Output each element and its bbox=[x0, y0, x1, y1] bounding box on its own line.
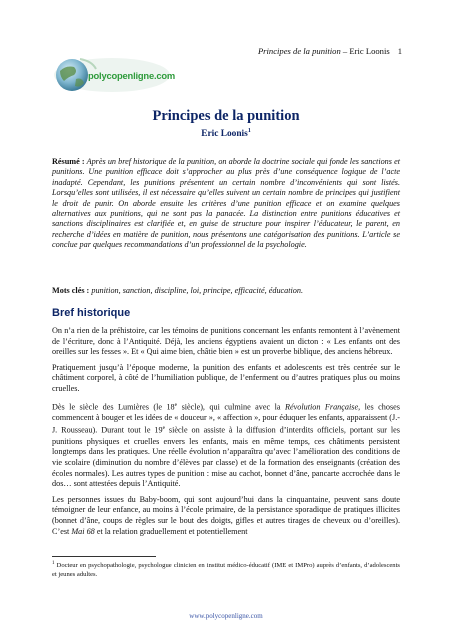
running-title: Principes de la punition bbox=[257, 46, 341, 56]
document-title: Principes de la punition bbox=[152, 108, 300, 124]
paragraph-3-part-a: Dès le siècle des Lumières (le 18 bbox=[52, 402, 175, 412]
paragraph-1: On n’a rien de la préhistoire, car les témoins de punitions concernant les enfants remontent à l’avènement de l’écriture, donc à l’Antiquité. Déjà, les anciens égyptiens avaient un dicton : « Les enfants ont des oreilles sur les fesses ». Et « Qui aime bien, châtie bien » est un proverbe biblique, des anciens hébreux. bbox=[52, 326, 400, 357]
logo-wordmark[interactable]: polycopenligne.com bbox=[88, 70, 176, 81]
footnote-text: Docteur en psychopathologie, psychologue clinicien en institut médico-éducatif (IME et IMPro) auprès d’enfants, d’adolescents et jeunes adultes. bbox=[52, 562, 400, 578]
author-name: Eric Loonis bbox=[201, 129, 248, 140]
paragraph-2: Pratiquement jusqu’à l’époque moderne, la punition des enfants et adolescents est très centrée sur le châtiment corporel, à côté de l’humiliation publique, de l’enferment ou d’autres pratiques plus ou moins cruelles. bbox=[52, 362, 400, 393]
keywords-label: Mots clés : bbox=[52, 286, 90, 295]
page-number: 1 bbox=[397, 46, 402, 56]
running-author: Eric Loonis bbox=[349, 46, 390, 56]
keywords-text: punition, sanction, discipline, loi, principe, efficacité, éducation. bbox=[89, 286, 304, 295]
abstract-text: Après un bref historique de la punition, on aborde la doctrine sociale qui fonde les sanctions et punitions. Une punition efficace doit s’approcher au plus près d’une conséquence logique de l’acte inadapté. Cependant, les punitions présentent un certain nombre d’inconvénients qui sont listés. Lorsqu’elles sont utilisées, il est nécessaire qu’elles suivent un certain nombre de principes qui justifient le droit de punir. On aborde ensuite les critères d’une punition efficace et on examine quelques alternatives aux punitions, qui ne sont pas la panacée. La distinction entre punitions éducatives et sanctions disciplinaires est clarifiée et, en guise de structure pour inspirer l’éducateur, le parent, en recherche d’idées en matière de punition, nous présentons une catégorisation des punitions. L’article se conclue par quelques recommandations d’un professionnel de la psychologie. bbox=[52, 157, 401, 250]
paragraph-4-part-b: et la relation graduellement et potentiellement bbox=[94, 526, 248, 536]
superscript: e bbox=[174, 401, 178, 408]
author-line bbox=[0, 128, 452, 139]
abstract-label: Résumé : bbox=[52, 157, 85, 166]
superscript: e bbox=[162, 425, 166, 432]
section-heading: Bref historique bbox=[52, 307, 131, 319]
keywords bbox=[52, 286, 400, 296]
running-header bbox=[258, 46, 402, 56]
emphasis-revolution: Révolution Française bbox=[284, 402, 359, 412]
paragraph-3-part-c: , les choses commencent à bouger et les idées de « douceur », « affection », pour éduquer les enfants, apparaissent (J.-J. Rousseau). Durant tout le 19 bbox=[52, 402, 400, 436]
paragraph-4 bbox=[52, 495, 400, 537]
footer-link[interactable]: www.polycopenligne.com bbox=[189, 612, 263, 620]
footnote bbox=[52, 560, 400, 579]
emphasis-mai68: Mai 68 bbox=[71, 526, 95, 536]
paragraph-3 bbox=[52, 400, 400, 490]
footnote-mark: 1 bbox=[52, 561, 55, 566]
paragraph-4-part-a: Les personnes issues du Baby-boom, qui sont aujourd’hui dans la cinquantaine, peuvent sans doute témoigner de leur enfance, au moins à l’école primaire, de la persistance sporadique de pratiques illicites (bonnet d’âne, coups de règles sur le bout des doigts, gifles et autres tirages de cheveux ou d’oreilles). C’est bbox=[52, 494, 400, 536]
body-text bbox=[52, 326, 400, 542]
paragraph-3-part-d: siècle on assiste à la diffusion d’interdits officiels, portant sur les punitions physiques et cruelles envers les enfants, mais en même temps, ces châtiments persistent longtemps dans les pratiques. Une réelle évolution n’apparaîtra qu’avec l’amélioration des conditions de vie scolaire (diminution du nombre d’élèves par classe) et de la formation des enseignants (création des écoles normales). Les autres types de punition : mise au cachot, bonnet d’âne, pancarte accrochée dans le dos… sont attestées depuis l’Antiquité. bbox=[52, 426, 400, 489]
paragraph-3-part-b: siècle), qui culmine avec la bbox=[177, 402, 285, 412]
running-separator: – bbox=[340, 46, 350, 56]
footnote-divider bbox=[52, 556, 156, 557]
abstract bbox=[52, 157, 400, 251]
author-footnote-mark[interactable]: 1 bbox=[247, 128, 251, 134]
